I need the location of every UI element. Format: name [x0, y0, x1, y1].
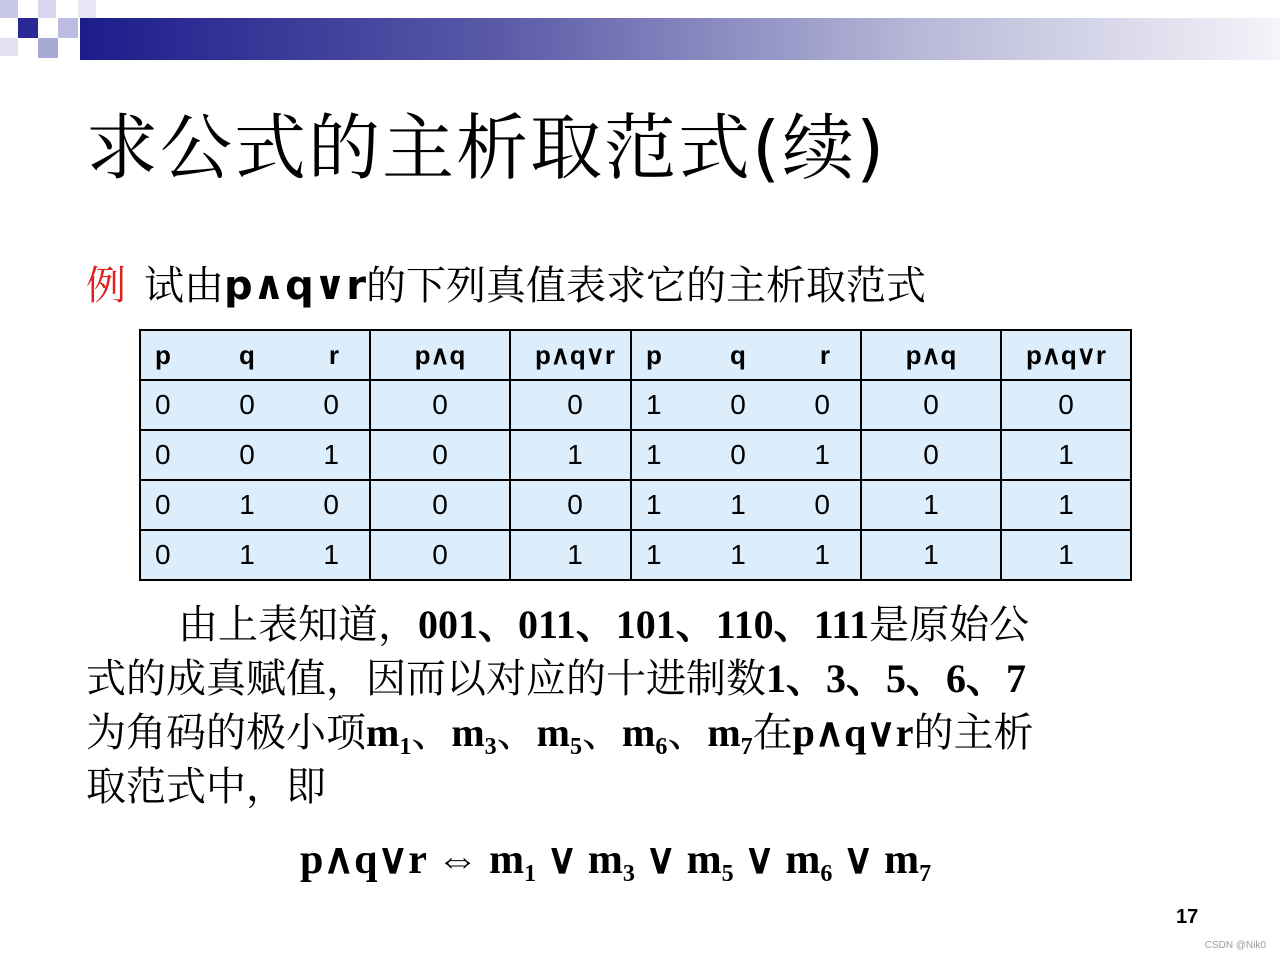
cell-formula: 1: [510, 430, 640, 480]
vars-cell: [140, 430, 370, 480]
paragraph-line: [86, 598, 1202, 652]
cell-p-and-q: 0: [370, 480, 510, 530]
cell-formula: 0: [1001, 380, 1131, 430]
deco-square: [0, 0, 18, 18]
header-p-and-q: p∧q: [861, 330, 1001, 380]
watermark-credit: CSDN @Nik0: [1204, 940, 1266, 951]
cell-p: 0: [155, 489, 171, 520]
minterm-m3: $m_3$: [587, 837, 635, 887]
header-p: p: [646, 339, 662, 370]
cell-p: 0: [155, 539, 171, 570]
decimal-list: 1、3、5、6、7: [766, 656, 1026, 701]
explanation-paragraph: [86, 598, 1202, 814]
or-symbol: ∨: [546, 837, 578, 883]
cell-p-and-q: 0: [861, 430, 1001, 480]
equivalence-symbol: ⇔: [436, 837, 479, 883]
table-header-row: [140, 330, 640, 380]
cell-r: 0: [814, 389, 830, 420]
or-symbol: ∨: [744, 837, 775, 883]
separator: 、: [581, 710, 622, 756]
separator: 、: [496, 710, 537, 756]
deco-square: [0, 38, 18, 56]
cell-p: 1: [646, 439, 662, 470]
vars-cell: [631, 380, 861, 430]
cell-r: 1: [814, 439, 830, 470]
header-vars-cell: [140, 330, 370, 380]
text-run: 为角码的极小项: [86, 710, 366, 756]
paragraph-line: [86, 652, 1202, 706]
assignments-list: 001、011、101、110、111: [418, 602, 870, 647]
separator: 、: [411, 710, 452, 756]
cell-q: 1: [730, 489, 746, 520]
example-line: [86, 256, 926, 316]
deco-square: [78, 0, 96, 18]
table-row: [631, 380, 1131, 430]
cell-r: 0: [323, 489, 339, 520]
minterm-m6: $m_6$: [785, 837, 833, 887]
header-vars-cell: [631, 330, 861, 380]
cell-r: 1: [814, 539, 830, 570]
cell-formula: 0: [510, 380, 640, 430]
cell-q: 1: [730, 539, 746, 570]
vars-cell: [631, 480, 861, 530]
header-q: q: [239, 339, 255, 370]
table-row: [140, 380, 640, 430]
formula-lhs: p∧q∨r: [300, 837, 427, 883]
header-r: r: [328, 339, 339, 370]
header-formula: p∧q∨r: [510, 330, 640, 380]
cell-p-and-q: 0: [370, 380, 510, 430]
paragraph-line: [86, 706, 1202, 760]
cell-p: 0: [155, 389, 171, 420]
table-row: [140, 430, 640, 480]
truth-table-right: [630, 329, 1132, 581]
cell-p-and-q: 0: [370, 530, 510, 580]
inline-formula: p∧q∨r: [792, 710, 914, 755]
header-gradient-bar: [80, 18, 1280, 60]
vars-cell: [631, 530, 861, 580]
cell-r: 0: [323, 389, 339, 420]
cell-formula: 1: [1001, 480, 1131, 530]
minterm-m5: $m_5$: [686, 837, 734, 887]
deco-square: [38, 0, 56, 18]
cell-p-and-q: 1: [861, 480, 1001, 530]
cell-r: 0: [814, 489, 830, 520]
cell-q: 0: [239, 389, 255, 420]
vars-cell: [140, 380, 370, 430]
table-row: [631, 480, 1131, 530]
table-header-row: [631, 330, 1131, 380]
cell-r: 1: [323, 539, 339, 570]
example-prefix: 试由: [144, 263, 224, 309]
minterm-m5: $m_5$: [536, 710, 582, 760]
cell-formula: 1: [510, 530, 640, 580]
text-run: 的主析: [913, 710, 1034, 756]
deco-square: [38, 38, 58, 58]
minterm-m7: $m_7$: [707, 710, 753, 760]
cell-q: 0: [730, 439, 746, 470]
header-r: r: [819, 339, 830, 370]
cell-formula: 1: [1001, 430, 1131, 480]
header-p-and-q: p∧q: [370, 330, 510, 380]
deco-square: [58, 18, 78, 38]
cell-p: 0: [155, 439, 171, 470]
or-symbol: ∨: [645, 837, 677, 883]
cell-formula: 0: [510, 480, 640, 530]
text-run: 由上表知道，: [178, 602, 418, 648]
vars-cell: [140, 480, 370, 530]
table-row: [631, 430, 1131, 480]
cell-p: 1: [646, 489, 662, 520]
table-row: [140, 480, 640, 530]
header-formula: p∧q∨r: [1001, 330, 1131, 380]
cell-formula: 1: [1001, 530, 1131, 580]
table-row: [631, 530, 1131, 580]
vars-cell: [631, 430, 861, 480]
cell-p-and-q: 0: [861, 380, 1001, 430]
example-tag: 例: [86, 263, 126, 309]
or-symbol: ∨: [842, 837, 874, 883]
cell-q: 1: [239, 539, 255, 570]
cell-p-and-q: 0: [370, 430, 510, 480]
truth-table-left: [139, 329, 641, 581]
cell-q: 0: [730, 389, 746, 420]
deco-square: [18, 18, 38, 38]
vars-cell: [140, 530, 370, 580]
minterm-m1: $m_1$: [366, 710, 412, 760]
example-suffix: 的下列真值表求它的主析取范式: [365, 263, 926, 309]
text-run: 是原始公: [869, 602, 1030, 648]
cell-p-and-q: 1: [861, 530, 1001, 580]
paragraph-line: 取范式中，即: [86, 764, 326, 810]
minterm-m1: $m_1$: [489, 837, 537, 887]
text-run: 式的成真赋值，因而以对应的十进制数: [86, 656, 766, 702]
cell-q: 1: [239, 489, 255, 520]
cell-r: 1: [323, 439, 339, 470]
result-formula: [300, 830, 1000, 890]
minterm-m7: $m_7$: [884, 837, 932, 887]
header-p: p: [155, 339, 171, 370]
separator: 、: [667, 710, 708, 756]
minterm-m3: $m_3$: [451, 710, 497, 760]
cell-p: 1: [646, 539, 662, 570]
cell-q: 0: [239, 439, 255, 470]
slide-title: 求公式的主析取范式(续): [86, 106, 887, 190]
header-q: q: [730, 339, 746, 370]
example-formula: p∧q∨r: [224, 263, 366, 309]
table-row: [140, 530, 640, 580]
minterm-m6: $m_6$: [621, 710, 668, 760]
cell-p: 1: [646, 389, 662, 420]
text-run: 在: [752, 710, 793, 756]
page-number: 17: [1176, 906, 1199, 928]
